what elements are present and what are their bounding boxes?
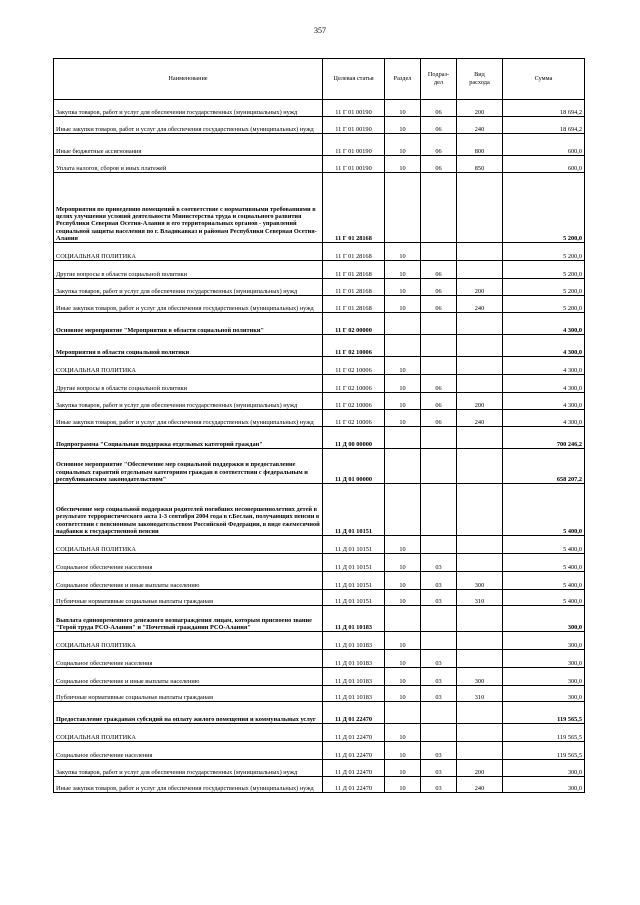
row-name: Публичные нормативные социальные выплаты гражданам [54,590,323,606]
page-number: 357 [314,26,326,35]
row-target: 11 Д 01 10151 [323,590,385,606]
row-amount: 5 200,0 [503,173,585,243]
row-section: 10 [385,777,421,793]
row-subsection: 06 [421,261,457,279]
row-amount: 5 400,0 [503,536,585,554]
row-section [385,606,421,632]
row-section: 10 [385,650,421,668]
row-name: Социальное обеспечение населения [54,742,323,760]
row-amount: 600,0 [503,156,585,173]
row-target: 11 Г 01 00190 [323,134,385,156]
header-expense-type: Вид расхода [457,59,503,100]
row-name: СОЦИАЛЬНАЯ ПОЛИТИКА [54,536,323,554]
row-name: Закупка товаров, работ и услуг для обеспечения государственных (муниципальных) нужд [54,760,323,777]
table-row [54,702,585,724]
row-name: Публичные нормативные социальные выплаты гражданам [54,686,323,702]
row-subsection: 06 [421,375,457,393]
row-target: 11 Д 01 10183 [323,668,385,686]
row-section [385,313,421,335]
table-row [54,668,585,686]
row-target: 11 Д 01 10151 [323,572,385,590]
row-name: Подпрограмма "Социальная поддержка отдельных категорий граждан" [54,427,323,449]
row-name: Социальное обеспечение и иные выплаты населению [54,572,323,590]
table-row [54,449,585,484]
row-amount: 300,0 [503,777,585,793]
table-row [54,279,585,296]
row-amount: 5 200,0 [503,296,585,313]
table-row [54,357,585,375]
table-row [54,686,585,702]
row-expense-type: 200 [457,760,503,777]
row-expense-type: 310 [457,686,503,702]
row-section: 10 [385,760,421,777]
row-name: СОЦИАЛЬНАЯ ПОЛИТИКА [54,632,323,650]
row-name: Уплата налогов, сборов и иных платежей [54,156,323,173]
row-subsection: 06 [421,296,457,313]
row-amount: 5 400,0 [503,590,585,606]
row-name: Закупка товаров, работ и услуг для обеспечения государственных (муниципальных) нужд [54,100,323,117]
table-row [54,243,585,261]
row-subsection [421,173,457,243]
table-row [54,117,585,134]
row-name: Обеспечение мер социальной поддержки родителей погибших несовершеннолетних детей в результате террористического акта 1-3 сентября 2004 года в г.Беслан, получающих пенсии в соответствии с пенсионным законодательством Российской Федерации, в виде ежемесячной надбавки к государственной пенсии [54,484,323,536]
row-amount: 4 300,0 [503,313,585,335]
row-target: 11 Д 01 10151 [323,484,385,536]
row-section: 10 [385,590,421,606]
table-row [54,296,585,313]
row-expense-type [457,742,503,760]
row-expense-type [457,650,503,668]
row-amount: 119 565,5 [503,702,585,724]
header-target: Целевая статья [323,59,385,100]
row-amount: 4 300,0 [503,335,585,357]
row-expense-type: 300 [457,572,503,590]
row-amount: 119 565,5 [503,742,585,760]
row-name: Мероприятия в области социальной политики [54,335,323,357]
table-row [54,173,585,243]
row-subsection [421,484,457,536]
row-subsection: 03 [421,777,457,793]
row-target: 11 Г 01 00190 [323,100,385,117]
row-amount: 300,0 [503,632,585,650]
row-amount: 300,0 [503,668,585,686]
row-target: 11 Г 02 10006 [323,375,385,393]
header-section: Раздел [385,59,421,100]
row-section: 10 [385,296,421,313]
row-section [385,427,421,449]
row-expense-type: 200 [457,393,503,410]
table-row [54,650,585,668]
row-target: 11 Г 02 10006 [323,335,385,357]
row-section: 10 [385,279,421,296]
row-expense-type [457,427,503,449]
row-amount: 5 400,0 [503,554,585,572]
table-row [54,572,585,590]
row-expense-type: 200 [457,279,503,296]
row-target: 11 Д 01 22470 [323,760,385,777]
row-section: 10 [385,686,421,702]
row-target: 11 Д 01 00000 [323,449,385,484]
table-row [54,313,585,335]
table-row [54,100,585,117]
row-subsection [421,536,457,554]
row-target: 11 Г 01 28168 [323,296,385,313]
row-section [385,449,421,484]
row-amount: 658 207,2 [503,449,585,484]
row-expense-type: 850 [457,156,503,173]
row-subsection: 06 [421,279,457,296]
row-expense-type: 240 [457,117,503,134]
row-target: 11 Г 01 28168 [323,261,385,279]
row-subsection: 03 [421,590,457,606]
row-amount: 5 400,0 [503,484,585,536]
row-section: 10 [385,536,421,554]
row-expense-type [457,173,503,243]
row-subsection [421,313,457,335]
table-row [54,632,585,650]
row-expense-type [457,536,503,554]
row-amount: 600,0 [503,134,585,156]
table-row [54,335,585,357]
row-section: 10 [385,156,421,173]
table-row [54,261,585,279]
row-expense-type [457,375,503,393]
row-amount: 4 300,0 [503,410,585,427]
row-subsection: 06 [421,410,457,427]
row-expense-type: 240 [457,777,503,793]
row-section [385,173,421,243]
row-expense-type: 240 [457,296,503,313]
row-target: 11 Д 01 22470 [323,702,385,724]
row-amount: 300,0 [503,686,585,702]
row-section: 10 [385,261,421,279]
row-expense-type: 300 [457,668,503,686]
row-subsection: 03 [421,572,457,590]
row-target: 11 Г 01 28168 [323,279,385,296]
row-amount: 300,0 [503,650,585,668]
row-subsection: 06 [421,117,457,134]
row-section [385,484,421,536]
row-target: 11 Г 02 00000 [323,313,385,335]
row-section: 10 [385,357,421,375]
table-row [54,724,585,742]
row-target: 11 Г 01 28168 [323,243,385,261]
row-subsection [421,632,457,650]
row-name: Другие вопросы в области социальной политики [54,261,323,279]
row-amount: 18 694,2 [503,117,585,134]
row-amount: 700 246,2 [503,427,585,449]
row-amount: 5 200,0 [503,243,585,261]
row-section: 10 [385,632,421,650]
table-row [54,375,585,393]
table-row [54,606,585,632]
row-name: Социальное обеспечение населения [54,650,323,668]
row-amount: 5 200,0 [503,261,585,279]
table-row [54,134,585,156]
table-row [54,536,585,554]
row-expense-type [457,335,503,357]
row-section: 10 [385,742,421,760]
row-target: 11 Г 02 10006 [323,357,385,375]
table-row [54,427,585,449]
row-amount: 300,0 [503,760,585,777]
row-section: 10 [385,572,421,590]
row-target: 11 Д 01 22470 [323,777,385,793]
row-expense-type [457,357,503,375]
row-subsection: 03 [421,686,457,702]
row-name: Социальное обеспечение и иные выплаты населению [54,668,323,686]
table-row [54,742,585,760]
row-name: СОЦИАЛЬНАЯ ПОЛИТИКА [54,357,323,375]
row-subsection: 03 [421,760,457,777]
table-row [54,156,585,173]
row-amount: 4 300,0 [503,357,585,375]
row-expense-type [457,313,503,335]
row-subsection [421,606,457,632]
row-section [385,702,421,724]
row-name: СОЦИАЛЬНАЯ ПОЛИТИКА [54,724,323,742]
row-name: Мероприятия по приведению помещений в соответствие с нормативными требованиями в целях улучшения условий деятельности Министерства труда и социального развития Республики Северная Осетия-Алания и его территориальных органов - управлений социальной защиты населения по г. Владикавказ и районам Республики Северная Осетия-Алания [54,173,323,243]
row-section: 10 [385,134,421,156]
table-row [54,393,585,410]
row-target: 11 Г 01 28168 [323,173,385,243]
header-amount: Сумма [503,59,585,100]
row-target: 11 Д 01 10151 [323,536,385,554]
row-expense-type [457,606,503,632]
row-subsection: 06 [421,393,457,410]
header-subsection: Подраз- дел [421,59,457,100]
row-subsection: 03 [421,650,457,668]
row-expense-type [457,724,503,742]
row-section: 10 [385,375,421,393]
row-expense-type [457,484,503,536]
row-target: 11 Д 00 00000 [323,427,385,449]
row-name: Иные закупки товаров, работ и услуг для обеспечения государственных (муниципальных) нужд [54,117,323,134]
row-target: 11 Д 01 10183 [323,686,385,702]
row-subsection [421,243,457,261]
row-section: 10 [385,117,421,134]
row-name: Иные закупки товаров, работ и услуг для обеспечения государственных (муниципальных) нужд [54,777,323,793]
table-row [54,410,585,427]
row-name: Социальное обеспечение населения [54,554,323,572]
row-subsection [421,724,457,742]
table-row [54,760,585,777]
row-subsection [421,427,457,449]
row-expense-type [457,449,503,484]
row-target: 11 Д 01 10151 [323,554,385,572]
row-section [385,335,421,357]
row-section: 10 [385,243,421,261]
row-name: Предоставление гражданам субсидий на оплату жилого помещения и коммунальных услуг [54,702,323,724]
row-name: Основное мероприятие "Обеспечение мер социальной поддержки и предоставление социальных гарантий отдельным категориям граждан в соответствии с федеральным и республиканским законодательством" [54,449,323,484]
row-subsection [421,335,457,357]
row-name: Закупка товаров, работ и услуг для обеспечения государственных (муниципальных) нужд [54,279,323,296]
row-expense-type: 310 [457,590,503,606]
row-name: Другие вопросы в области социальной политики [54,375,323,393]
row-expense-type: 800 [457,134,503,156]
row-name: Основное мероприятие "Мероприятия в области социальной политики" [54,313,323,335]
row-subsection [421,702,457,724]
row-name: Иные бюджетные ассигнования [54,134,323,156]
row-amount: 5 400,0 [503,572,585,590]
row-amount: 5 200,0 [503,279,585,296]
row-amount: 4 300,0 [503,375,585,393]
row-target: 11 Д 01 10183 [323,650,385,668]
table-row [54,777,585,793]
row-expense-type [457,702,503,724]
row-section: 10 [385,724,421,742]
row-expense-type: 200 [457,100,503,117]
table-row [54,590,585,606]
row-amount: 18 694,2 [503,100,585,117]
row-expense-type [457,261,503,279]
row-section: 10 [385,410,421,427]
row-target: 11 Д 01 22470 [323,724,385,742]
row-subsection: 06 [421,156,457,173]
row-name: Закупка товаров, работ и услуг для обеспечения государственных (муниципальных) нужд [54,393,323,410]
table-header-row [54,59,585,100]
row-expense-type [457,632,503,650]
row-name: Выплата единовременного денежного вознаграждения лицам, которым присвоено звание "Герой труда РСО-Алания" и "Почетный гражданин РСО-Алания" [54,606,323,632]
row-section: 10 [385,393,421,410]
row-subsection [421,449,457,484]
budget-table [53,58,585,793]
table-row [54,554,585,572]
row-subsection: 03 [421,742,457,760]
row-target: 11 Г 02 10006 [323,393,385,410]
row-subsection: 06 [421,134,457,156]
row-section: 10 [385,668,421,686]
row-expense-type [457,554,503,572]
row-name: СОЦИАЛЬНАЯ ПОЛИТИКА [54,243,323,261]
row-amount: 119 565,5 [503,724,585,742]
row-section: 10 [385,554,421,572]
row-expense-type: 240 [457,410,503,427]
row-expense-type [457,243,503,261]
row-target: 11 Г 01 00190 [323,117,385,134]
row-subsection: 03 [421,554,457,572]
row-target: 11 Д 01 22470 [323,742,385,760]
row-target: 11 Д 01 10183 [323,632,385,650]
row-target: 11 Г 02 10006 [323,410,385,427]
row-name: Иные закупки товаров, работ и услуг для обеспечения государственных (муниципальных) нужд [54,410,323,427]
row-target: 11 Г 01 00190 [323,156,385,173]
row-subsection: 06 [421,100,457,117]
row-amount: 4 300,0 [503,393,585,410]
row-name: Иные закупки товаров, работ и услуг для обеспечения государственных (муниципальных) нужд [54,296,323,313]
row-section: 10 [385,100,421,117]
row-amount: 300,0 [503,606,585,632]
header-name: Наименование [54,59,323,100]
table-row [54,484,585,536]
row-subsection [421,357,457,375]
row-subsection: 03 [421,668,457,686]
row-target: 11 Д 01 10183 [323,606,385,632]
